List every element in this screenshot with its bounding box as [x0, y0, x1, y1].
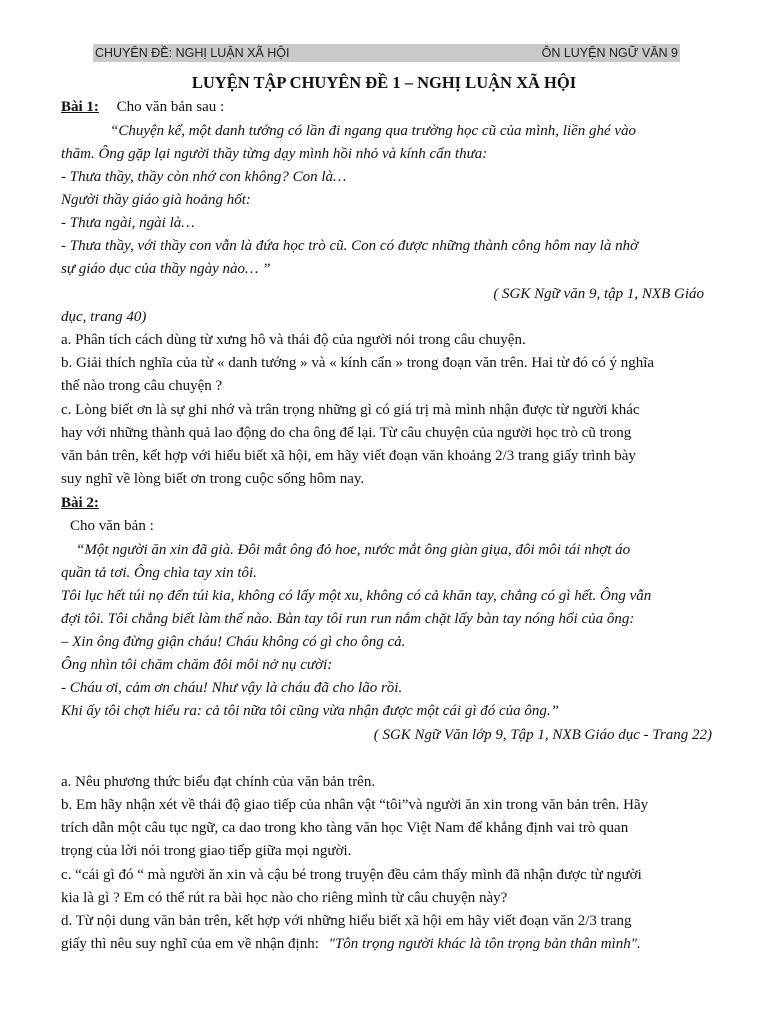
passage-line: Ông nhìn tôi chăm chăm đôi môi nở nụ cười:: [61, 657, 333, 673]
question-line: trích dẫn một câu tục ngữ, ca dao trong kho tàng văn học Việt Nam để khẳng định vai trò quan: [61, 820, 629, 836]
exercise-1-intro: Cho văn bản sau :: [116, 99, 225, 115]
passage-line: “Chuyện kể, một danh tướng có lần đi ngang qua trường học cũ của mình, liền ghé vào: [110, 123, 637, 139]
question-line: c. “cái gì đó “ mà người ăn xin và cậu bé trong truyện đều cảm thấy mình đã nhận được từ người: [61, 867, 642, 883]
page-header: [93, 44, 680, 62]
question-line: văn bản trên, kết hợp với hiểu biết xã hội, em hãy viết đoạn văn khoảng 2/3 trang giấy trình bày: [61, 448, 636, 464]
passage-line: Người thầy giáo già hoảng hốt:: [61, 192, 251, 208]
page-title: LUYỆN TẬP CHUYÊN ĐỀ 1 – NGHỊ LUẬN XÃ HỘI: [191, 73, 577, 92]
header-left: CHUYÊN ĐỀ: NGHỊ LUẬN XÃ HỘI: [95, 46, 290, 60]
source-citation: ( SGK Ngữ Văn lớp 9, Tập 1, NXB Giáo dục - Trang 22): [373, 727, 712, 743]
exercise-2-label: Bài 2:: [61, 495, 99, 511]
passage-line: đợi tôi. Tôi chẳng biết làm thế nào. Bàn tay tôi run run nắm chặt lấy bàn tay nóng hổi của ông:: [61, 611, 635, 627]
exercise-1-label: Bài 1:: [61, 99, 99, 115]
passage-line: - Cháu ơi, cảm ơn cháu! Như vậy là cháu đã cho lão rồi.: [61, 680, 403, 696]
passage-line: – Xin ông đừng giận cháu! Cháu không có gì cho ông cả.: [61, 634, 406, 650]
question-line: d. Từ nội dung văn bản trên, kết hợp với những hiểu biết xã hội em hãy viết đoạn văn 2/3 trang: [61, 913, 632, 929]
question-line: c. Lòng biết ơn là sự ghi nhớ và trân trọng những gì có giá trị mà mình nhận được từ người khác: [61, 402, 640, 418]
passage-line: sự giáo dục của thầy ngày nào… ”: [61, 261, 271, 277]
question-line: hay với những thành quả lao động do cha ông để lại. Từ câu chuyện của người học trò cũ trong: [61, 425, 632, 441]
passage-line: thăm. Ông gặp lại người thầy từng dạy mình hồi nhỏ và kính cẩn thưa:: [61, 146, 488, 162]
question-line: suy nghĩ về lòng biết ơn trong cuộc sống hôm nay.: [61, 471, 365, 487]
passage-line: - Thưa ngài, ngài là…: [61, 215, 195, 231]
question-line: b. Em hãy nhận xét về thái độ giao tiếp của nhân vật “tôi”và người ăn xin trong văn bản trên. Hãy: [61, 797, 649, 813]
question-line: a. Phân tích cách dùng từ xưng hô và thái độ của người nói trong câu chuyện.: [61, 332, 526, 348]
passage-line: quần tả tơi. Ông chìa tay xin tôi.: [61, 565, 257, 581]
question-line: trọng của lời nói trong giao tiếp giữa mọi người.: [61, 843, 352, 859]
source-citation: ( SGK Ngữ văn 9, tập 1, NXB Giáo: [493, 286, 704, 302]
quoted-statement: "Tôn trọng người khác là tôn trọng bản thân mình".: [328, 936, 641, 952]
source-citation-cont: dục, trang 40): [61, 309, 147, 325]
passage-line: - Thưa thầy, thầy còn nhớ con không? Con là…: [61, 169, 347, 185]
passage-line: Tôi lục hết túi nọ đến túi kia, không có lấy một xu, không có cả khăn tay, chẳng có gì hết. Ông vẫn: [61, 588, 652, 604]
passage-line: - Thưa thầy, với thầy con vẫn là đứa học trò cũ. Con có được những thành công hôm nay là nhờ: [61, 238, 639, 254]
question-line-with-quote: [61, 933, 641, 955]
passage-line: Khi ấy tôi chợt hiểu ra: cả tôi nữa tôi cũng vừa nhận được một cái gì đó của ông.”: [61, 703, 559, 719]
exercise-1-heading: [61, 96, 224, 118]
question-text: giấy thì nêu suy nghĩ của em về nhận định:: [61, 936, 319, 952]
header-right: ÔN LUYỆN NGỮ VĂN 9: [541, 46, 678, 60]
question-line: a. Nêu phương thức biểu đạt chính của văn bản trên.: [61, 774, 376, 790]
passage-line: “Một người ăn xin đã già. Đôi mắt ông đỏ hoe, nước mắt ông giàn giụa, đôi môi tái nhợt áo: [76, 542, 631, 558]
exercise-2-intro: Cho văn bản :: [70, 518, 154, 534]
question-line: b. Giải thích nghĩa của từ « danh tướng » và « kính cẩn » trong đoạn văn trên. Hai từ đó có ý nghĩa: [61, 355, 655, 371]
question-line: thế nào trong câu chuyện ?: [61, 378, 223, 394]
question-line: kia là gì ? Em có thể rút ra bài học nào cho riêng mình từ câu chuyện này?: [61, 890, 508, 906]
